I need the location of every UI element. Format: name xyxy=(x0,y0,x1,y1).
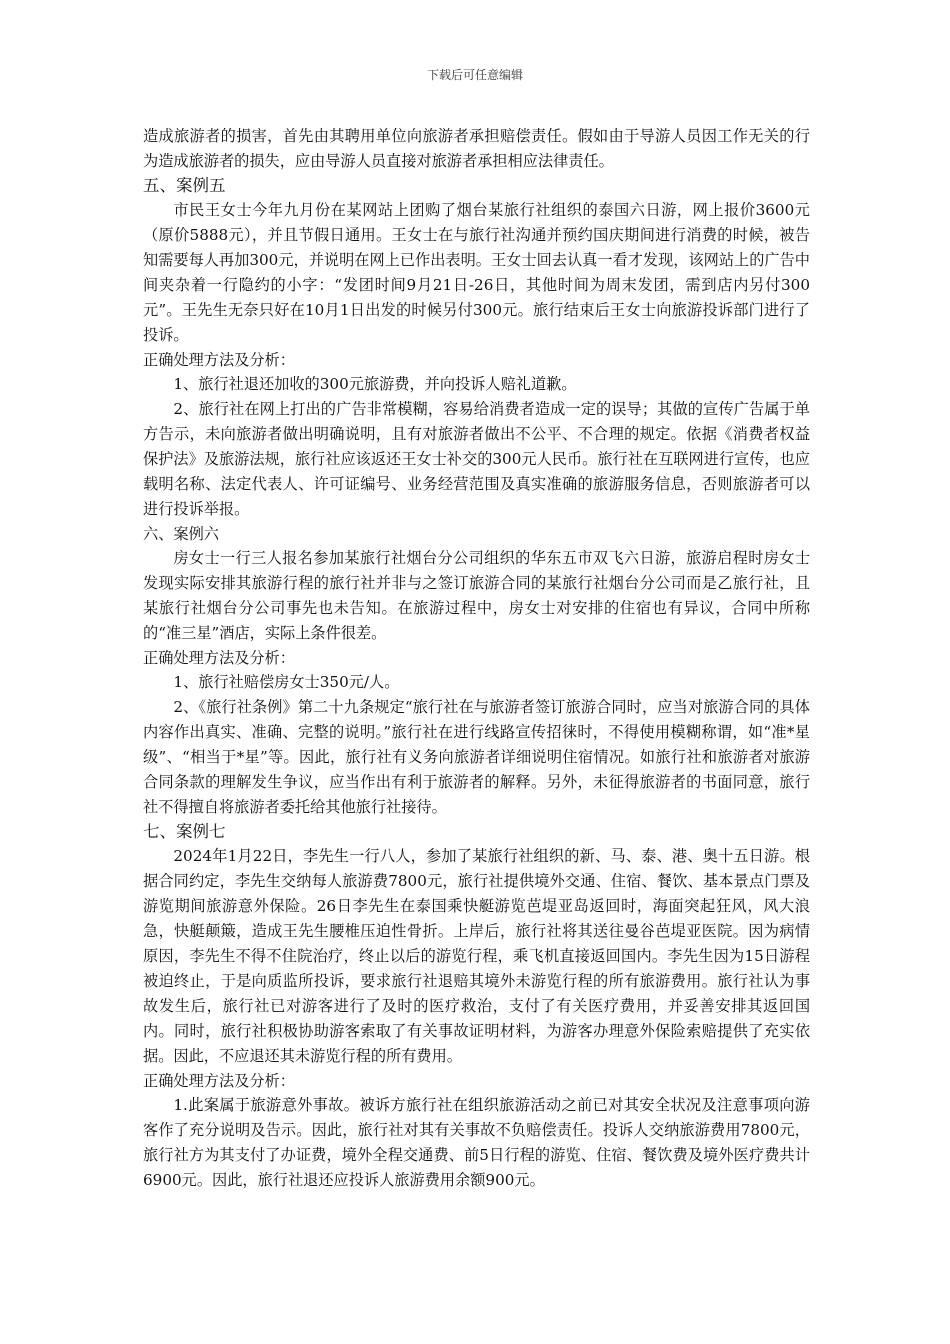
case-6-analysis-point-2: 2、《旅行社条例》第二十九条规定“旅行社在与旅游者签订旅游合同时，应当对旅游合同的具体内容作出真实、准确、完整的说明。”旅行社在进行线路宣传招徕时，不得使用模糊称谓，如“准*星级”、“相当于*星”等。因此，旅行社有义务向旅游者详细说明住宿情况。如旅行社和旅游者对旅游合同条款的理解发生争议，应当作出有利于旅游者的解释。另外，未征得旅游者的书面同意，旅行社不得擅自将旅游者委托给其他旅行社接待。 xyxy=(143,698,810,816)
case-6-description: 房女士一行三人报名参加某旅行社烟台分公司组织的华东五市双飞六日游，旅游启程时房女士发现实际安排其旅游行程的旅行社并非与之签订旅游合同的某旅行社烟台分公司而是乙旅行社，且某旅行社烟台分公司事先也未告知。在旅游过程中，房女士对安排的住宿也有异议，合同中所称的“准三星”酒店，实际上条件很差。 xyxy=(143,549,810,642)
case-7-description: 2024年1月22日，李先生一行八人，参加了某旅行社组织的新、马、泰、港、奥十五日游。根据合同约定，李先生交纳每人旅游费7800元，旅行社提供境外交通、住宿、餐饮、基本景点门票及游览期间旅游意外保险。26日李先生在泰国乘快艇游览芭堤亚岛返回时，海面突起狂风，风大浪急，快艇颠簸，造成王先生腰椎压迫性骨折。上岸后，旅行社将其送往曼谷芭堤亚医院。因为病情原因，李先生不得不住院治疗，终止以后的游览行程，乘飞机直接返回国内。李先生因为15日游程被迫终止，于是向质监所投诉，要求旅行社退赔其境外未游览行程的所有旅游费用。旅行社认为事故发生后，旅行社已对游客进行了及时的医疗救治，支付了有关医疗费用，并妥善安排其返回国内。同时，旅行社积极协助游客索取了有关事故证明材料，为游客办理意外保险索赔提供了充实依据。因此，不应退还其未游览行程的所有费用。 xyxy=(143,847,810,1065)
section-heading-case-7: 七、案例七 xyxy=(143,822,226,841)
paragraph-continuation: 造成旅游者的损害，首先由其聘用单位向旅游者承担赔偿责任。假如由于导游人员因工作无关的行为造成旅游者的损失，应由导游人员直接对旅游者承担相应法律责任。 xyxy=(143,127,810,170)
case-6-analysis-point-1: 1、旅行社赔偿房女士350元/人。 xyxy=(173,673,400,691)
page-header: 下载后可任意编辑 xyxy=(426,68,523,82)
case-5-analysis-heading: 正确处理方法及分析： xyxy=(143,351,295,369)
case-5-description: 市民王女士今年九月份在某网站上团购了烟台某旅行社组织的泰国六日游，网上报价3600元（原价5888元），并且节假日通用。王女士在与旅行社沟通并预约国庆期间进行消费的时候，被告知需要每人再加300元，并说明在网上已作出表明。王女士回去认真一看才发现，该网站上的广告中间夹杂着一行隐约的小字：“发团时间9月21日-26日，其他时间为周末发团，需到店内另付300元”。王先生无奈只好在10月1日出发的时候另付300元。旅行结束后王女士向旅游投诉部门进行了投诉。 xyxy=(143,201,810,344)
section-heading-case-5: 五、案例五 xyxy=(143,176,226,195)
section-heading-case-6: 六、案例六 xyxy=(143,525,219,543)
case-6-analysis-heading: 正确处理方法及分析： xyxy=(143,649,295,667)
case-5-analysis-point-1: 1、旅行社退还加收的300元旅游费，并向投诉人赔礼道歉。 xyxy=(173,375,577,393)
case-7-analysis-point-1: 1.此案属于旅游意外事故。被诉方旅行社在组织旅游活动之前已对其安全状况及注意事项向游客作了充分说明及告示。因此，旅行社对其有关事故不负赔偿责任。投诉人交纳旅游费用7800元，旅行社方为其支付了办证费，境外全程交通费、前5日行程的游览、住宿、餐饮费及境外医疗费共计6900元。因此，旅行社退还应投诉人旅游费用余额900元。 xyxy=(143,1096,810,1189)
case-7-analysis-heading: 正确处理方法及分析： xyxy=(143,1072,295,1090)
document-body xyxy=(143,124,810,1193)
case-5-analysis-point-2: 2、旅行社在网上打出的广告非常模糊，容易给消费者造成一定的误导；其做的宣传广告属于单方告示，未向旅游者做出明确说明，且有对旅游者做出不公平、不合理的规定。依据《消费者权益保护法》及旅游法规，旅行社应该返还王女士补交的300元人民币。旅行社在互联网进行宣传，也应载明名称、法定代表人、许可证编号、业务经营范围及真实准确的旅游服务信息，否则旅游者可以进行投诉举报。 xyxy=(143,400,810,518)
